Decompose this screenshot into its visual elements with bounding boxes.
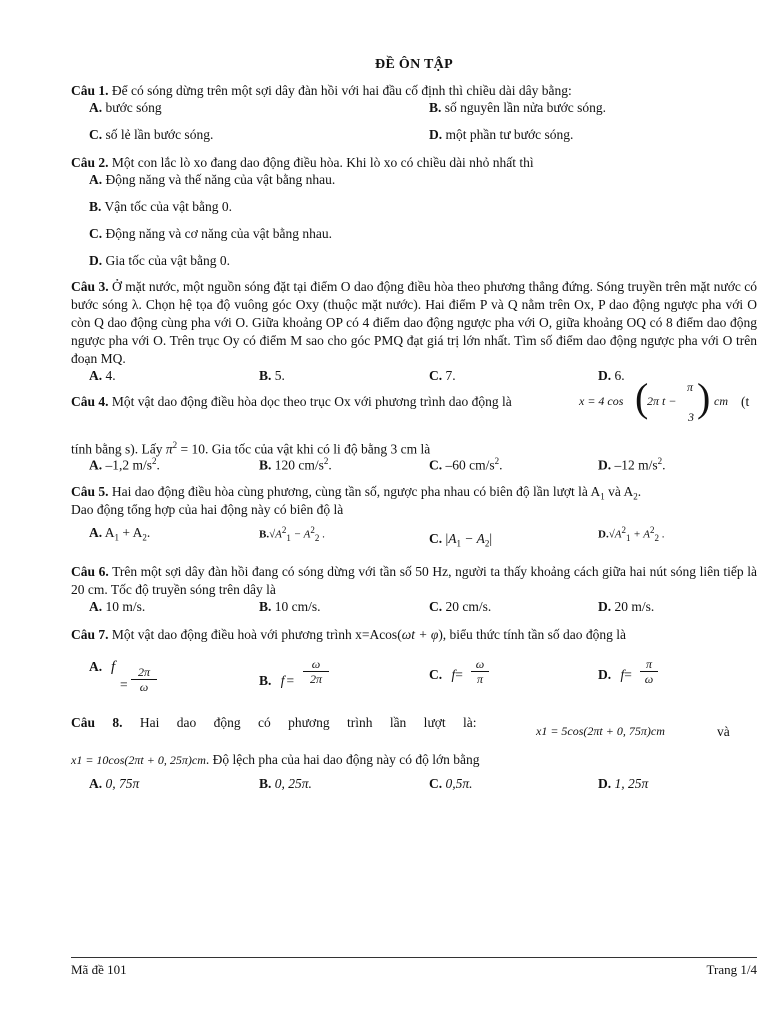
- question-1: [71, 82, 757, 100]
- answer-row: [71, 100, 757, 118]
- question-number: Câu 4.: [71, 394, 109, 409]
- question-text: Trên một sợi dây đàn hồi đang có sóng dừng với tần số 50 Hz, người ta thấy khoảng cách giữa hai nút sóng liên tiếp là 20 cm. Tốc độ truyền sóng trên dây là: [71, 564, 757, 597]
- question-text: Một con lắc lò xo đang dao động điều hòa. Khi lò xo có chiều dài nhỏ nhất thì: [111, 155, 534, 170]
- question-6: [71, 563, 757, 599]
- answer-row: [71, 127, 757, 145]
- option-c: C. 20 cm/s.: [429, 599, 492, 614]
- option-b: B. 10 cm/s.: [259, 599, 321, 614]
- question-3: [71, 278, 757, 368]
- answer-row: [71, 226, 757, 244]
- option-d: D. một phần tư bước sóng.: [429, 127, 574, 142]
- question-number: Câu 5.: [71, 484, 109, 499]
- option-d: D. 1, 25π: [598, 776, 649, 791]
- option-b: $B.√A^2_1 - A^2_2$ .: [259, 525, 325, 543]
- question-8: Câu 8. Hai dao động có phương trình lần lượt là:: [71, 715, 477, 730]
- option-b: B. 0, 25π.: [259, 776, 312, 791]
- option-d: D. Gia tốc của vật bằng 0.: [89, 253, 230, 268]
- option-a: A. 4.: [89, 368, 116, 383]
- question-number: Câu 2.: [71, 155, 109, 170]
- page-title: ĐỀ ÔN TẬP: [375, 57, 453, 72]
- option-d: D. 6.: [598, 368, 625, 383]
- option-c: C. f= $\frac{\omega}{\pi}$: [429, 667, 463, 683]
- option-a: A. $A_1 + A_2$.: [89, 525, 151, 543]
- question-5: Câu 5. Hai dao động điều hòa cùng phương, cùng tần số, ngược pha nhau có biên độ lần lượt là $A_1$ và $A_2$.: [71, 484, 642, 502]
- answer-row: [71, 253, 757, 271]
- equation-x1: x1 = 5cos(2πt + 0, 75π)cm: [536, 724, 665, 738]
- option-d: $D.√A^2_1 + A^2_2$ .: [598, 525, 665, 543]
- option-c: C. –60 $cm/s^2$.: [429, 456, 503, 473]
- option-a: A. 10 m/s.: [89, 599, 146, 614]
- option-d: D. –12 $m/s^2$.: [598, 456, 666, 473]
- question-2: [71, 154, 757, 172]
- answer-row: [71, 776, 757, 794]
- answer-row: [71, 525, 757, 549]
- option-b: B. số nguyên lần nửa bước sóng.: [429, 100, 607, 115]
- answer-row: [71, 172, 757, 190]
- answer-row: [71, 599, 757, 617]
- option-a: A. –1,2 $m/s^2$.: [89, 456, 160, 473]
- answer-row: [71, 199, 757, 217]
- option-c: C. 0,5π.: [429, 776, 473, 791]
- answer-row: [71, 456, 757, 474]
- option-d: D. 20 m/s.: [598, 599, 655, 614]
- page-number: Trang 1/4: [706, 962, 757, 977]
- exam-page: [71, 0, 757, 1024]
- question-number: Câu 7.: [71, 627, 109, 642]
- question-number: Câu 6.: [71, 564, 109, 579]
- question-4-line2: tính bằng s). Lấy $\pi^2 = 10$. Gia tốc của vật khi có li độ bằng 3 cm là: [71, 440, 431, 457]
- option-b: B. Vận tốc của vật bằng 0.: [89, 199, 232, 214]
- option-a: A. bước sóng: [89, 100, 162, 115]
- option-c: C. 7.: [429, 368, 456, 383]
- option-b: B. 5.: [259, 368, 285, 383]
- option-a: A. Động năng và thế năng của vật bằng nhau.: [89, 172, 336, 187]
- question-text: Một vật dao động điều hòa dọc theo trục Ox với phương trình dao động là: [111, 394, 512, 409]
- question-7: Câu 7. Một vật dao động điều hoà với phương trình x=Acos(ωt + φ), biểu thức tính tần số dao động là: [71, 627, 626, 642]
- option-a: A. f = $\frac{2\pi}{\omega}$: [89, 659, 102, 675]
- question-8-line2: x1 = 10cos(2πt + 0, 25π)cm. Độ lệch pha của hai dao động này có độ lớn bằng: [71, 752, 480, 767]
- conjunction: và: [717, 724, 730, 739]
- question-number: Câu 3.: [71, 279, 109, 294]
- option-c: C. Động năng và cơ năng của vật bằng nhau.: [89, 226, 332, 241]
- question-text: Để có sóng dừng trên một sợi dây đàn hồi với hai đầu cố định thì chiều dài dây bằng:: [111, 83, 572, 98]
- answer-row: [71, 655, 757, 701]
- option-a: A. 0, 75π: [89, 776, 140, 791]
- option-b: B. 120 $cm/s^2$.: [259, 456, 332, 473]
- exam-code: Mã đề 101: [71, 962, 127, 977]
- option-d: D. f= $\frac{\pi}{\omega}$: [598, 667, 632, 683]
- question-5-line2: Dao động tổng hợp của hai động này có biên độ là: [71, 502, 344, 517]
- equation: x = 4 cos ( 2π t − π 3 ) cm (t: [579, 375, 750, 424]
- option-c: C. số lẻ lần bước sóng.: [89, 127, 214, 142]
- option-c: C. $|A_1 - A_2|$: [429, 531, 493, 549]
- option-b: B. f = $\frac{\omega}{2\pi}$: [259, 673, 294, 689]
- question-text: Ở mặt nước, một nguồn sóng đặt tại điểm O dao động điều hòa theo phương thẳng đứng. Sóng truyền trên mặt nước có bước sóng λ. Chọn hệ tọa độ vuông góc Oxy (thuộc mặt nước). Hai điểm P và Q nằm trên Ox, P dao động ngược pha với O còn Q dao động cùng pha với O. Giữa khoảng OP có 4 điểm dao động ngược pha với O, giữa khoảng OQ có 8 điểm dao động ngược pha với O. Trên trục Oy có điểm M sao cho góc PMQ đạt giá trị lớn nhất. Tìm số điểm dao động ngược pha với O trên đoạn MQ.: [71, 279, 758, 366]
- question-number: Câu 1.: [71, 83, 109, 98]
- question-number: Câu 8.: [71, 715, 123, 730]
- footer-divider: [71, 957, 757, 958]
